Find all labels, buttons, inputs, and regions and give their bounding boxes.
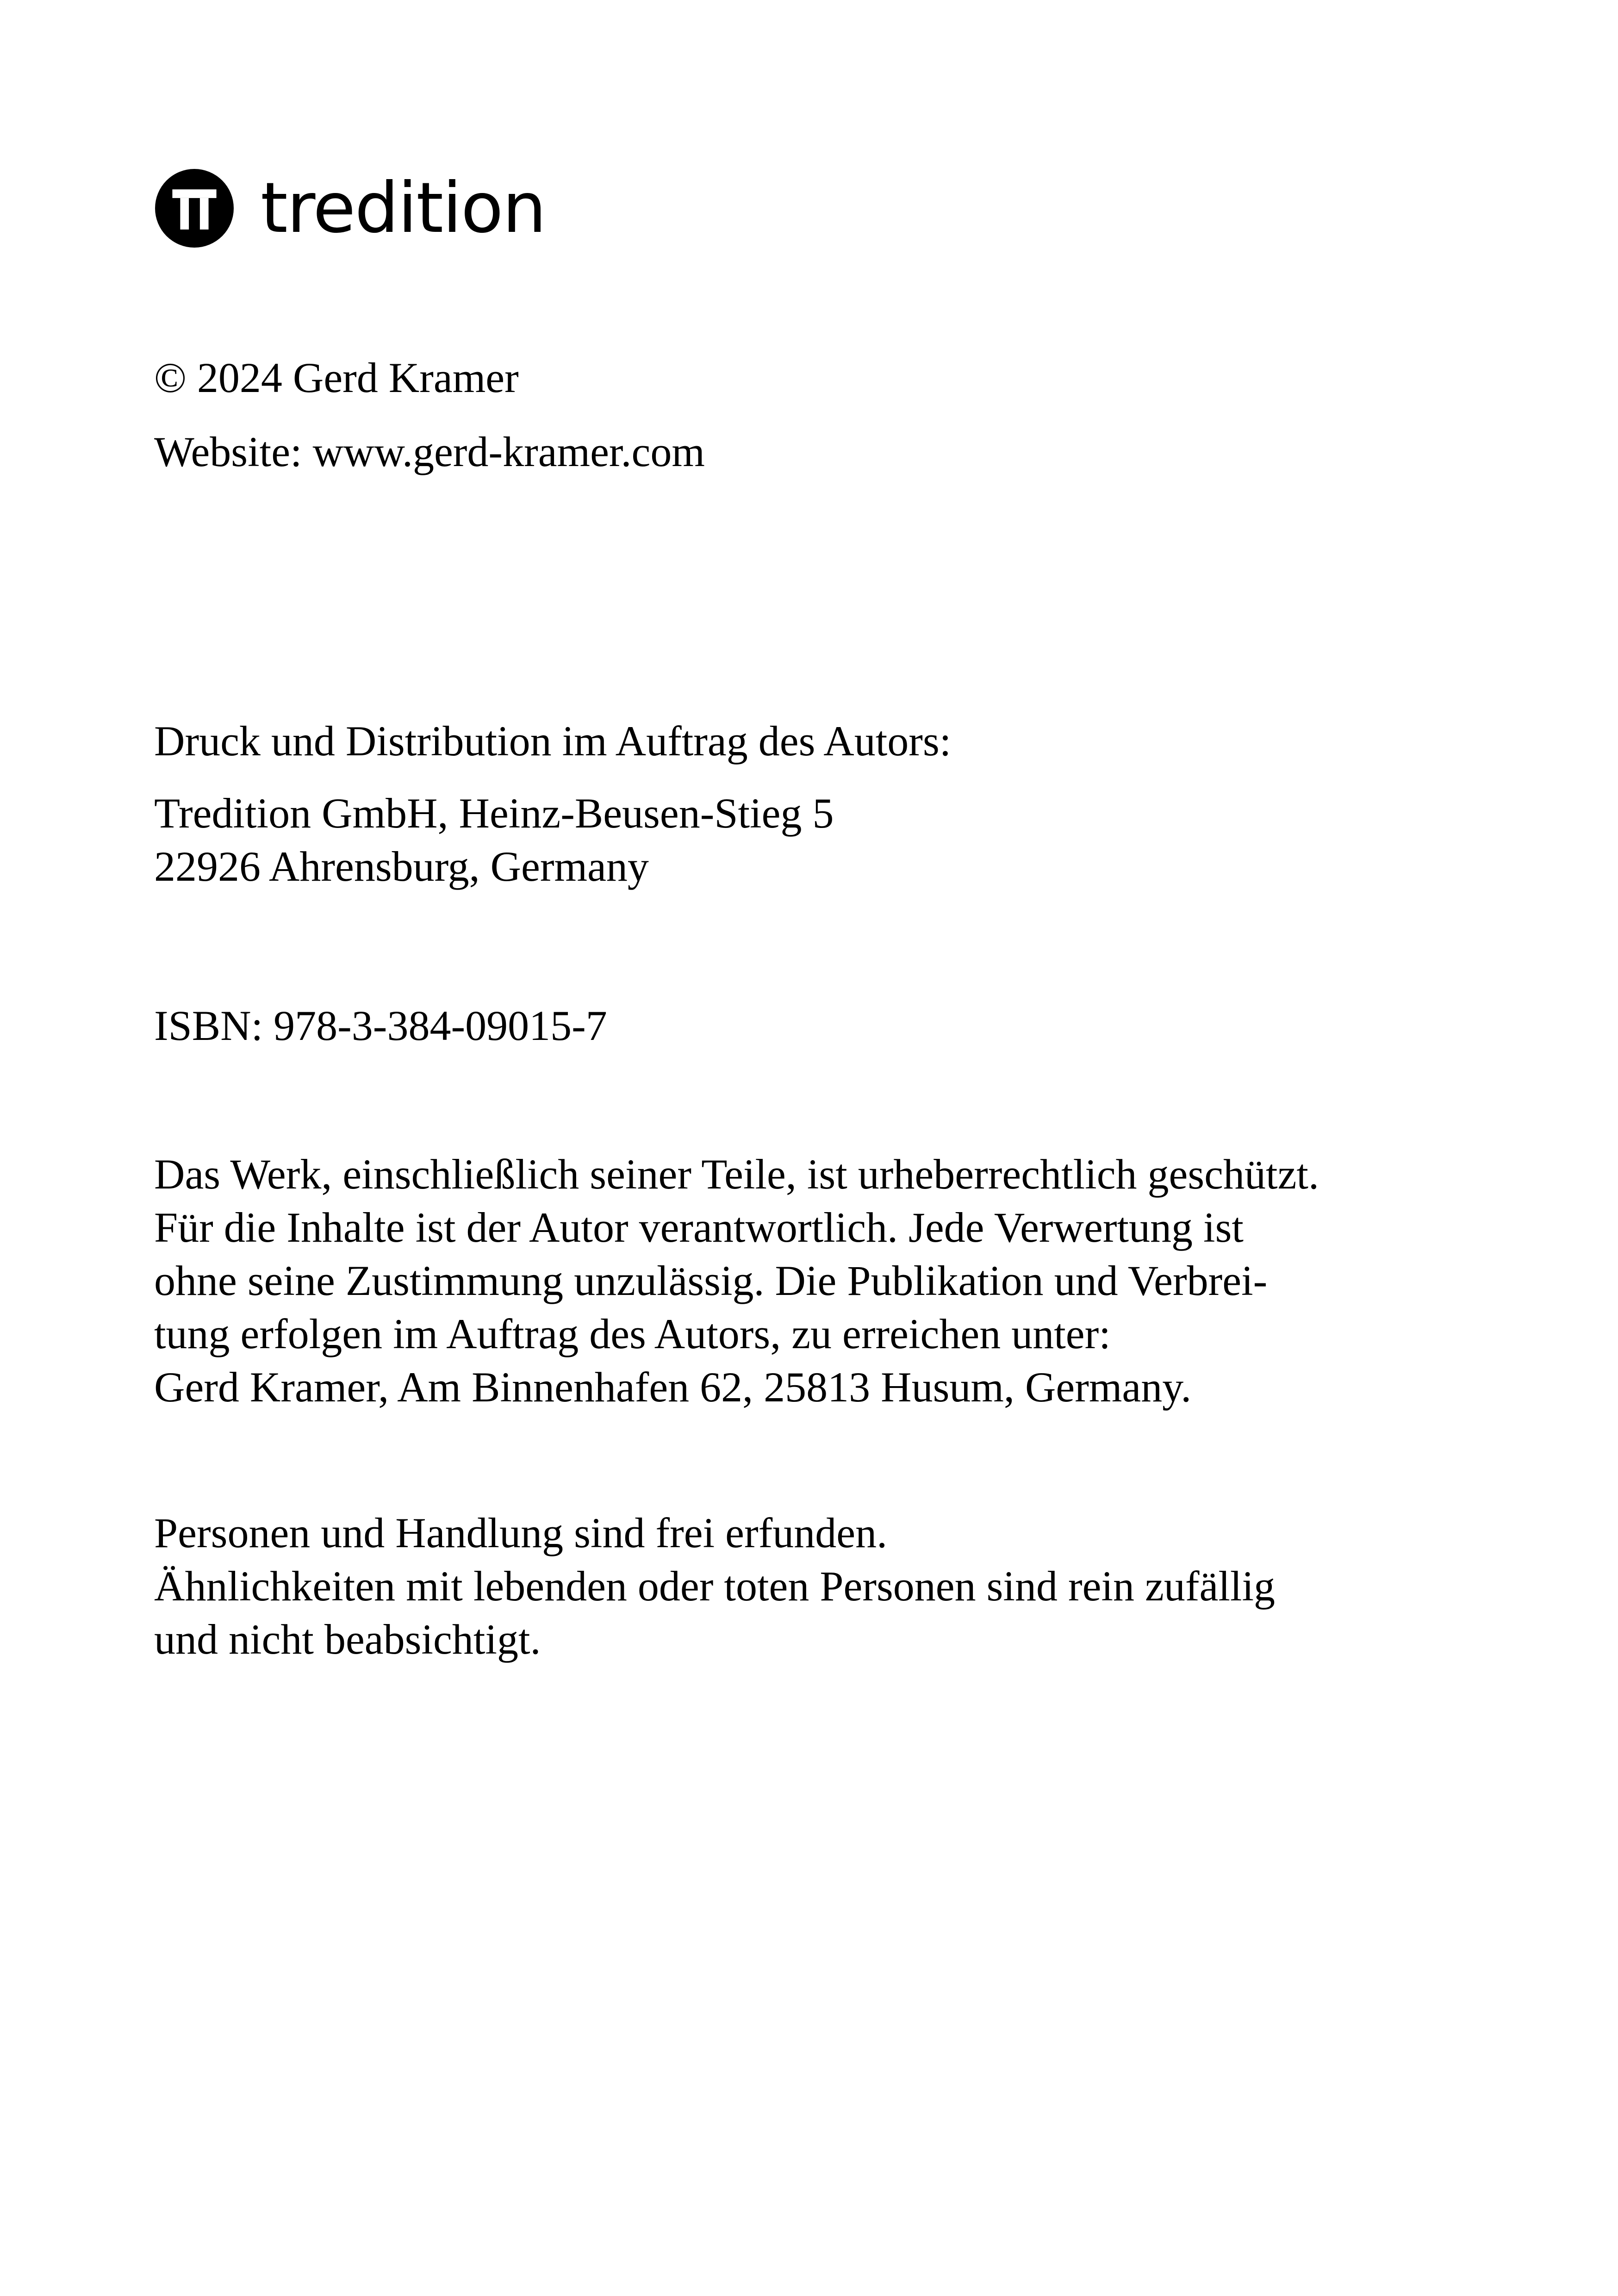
paragraph-line: Personen und Handlung sind frei erfunden. (154, 1509, 888, 1556)
copyright-line: © 2024 Gerd Kramer (154, 354, 519, 401)
address-line: Tredition GmbH, Heinz-Beusen-Stieg 5 (154, 790, 834, 837)
disclaimer-paragraph (154, 1506, 1275, 1666)
website-line: Website: www.gerd-kramer.com (154, 428, 705, 475)
print-heading: Druck und Distribution im Auftrag des Autors: (154, 717, 952, 765)
rights-paragraph (154, 1148, 1319, 1414)
tredition-t-circle-icon (155, 169, 234, 248)
paragraph-line: Für die Inhalte ist der Autor verantwortlich. Jede Verwertung ist (154, 1204, 1244, 1251)
paragraph-line: ohne seine Zustimmung unzulässig. Die Publikation und Verbrei- (154, 1257, 1268, 1304)
paragraph-line: Ähnlichkeiten mit lebenden oder toten Personen sind rein zufällig (154, 1562, 1276, 1610)
paragraph-line: und nicht beabsichtigt. (154, 1616, 541, 1663)
paragraph-line: Gerd Kramer, Am Binnenhafen 62, 25813 Husum, Germany. (154, 1363, 1192, 1411)
paragraph-line: Das Werk, einschließlich seiner Teile, ist urheberrechtlich geschützt. (154, 1151, 1319, 1198)
paragraph-line: tung erfolgen im Auftrag des Autors, zu erreichen unter: (154, 1310, 1111, 1357)
logo-wordmark: tredition (261, 168, 546, 249)
isbn-line: ISBN: 978-3-384-09015-7 (154, 1002, 607, 1049)
publisher-logo (155, 167, 546, 250)
publisher-address (154, 787, 834, 893)
address-line: 22926 Ahrensburg, Germany (154, 843, 649, 890)
